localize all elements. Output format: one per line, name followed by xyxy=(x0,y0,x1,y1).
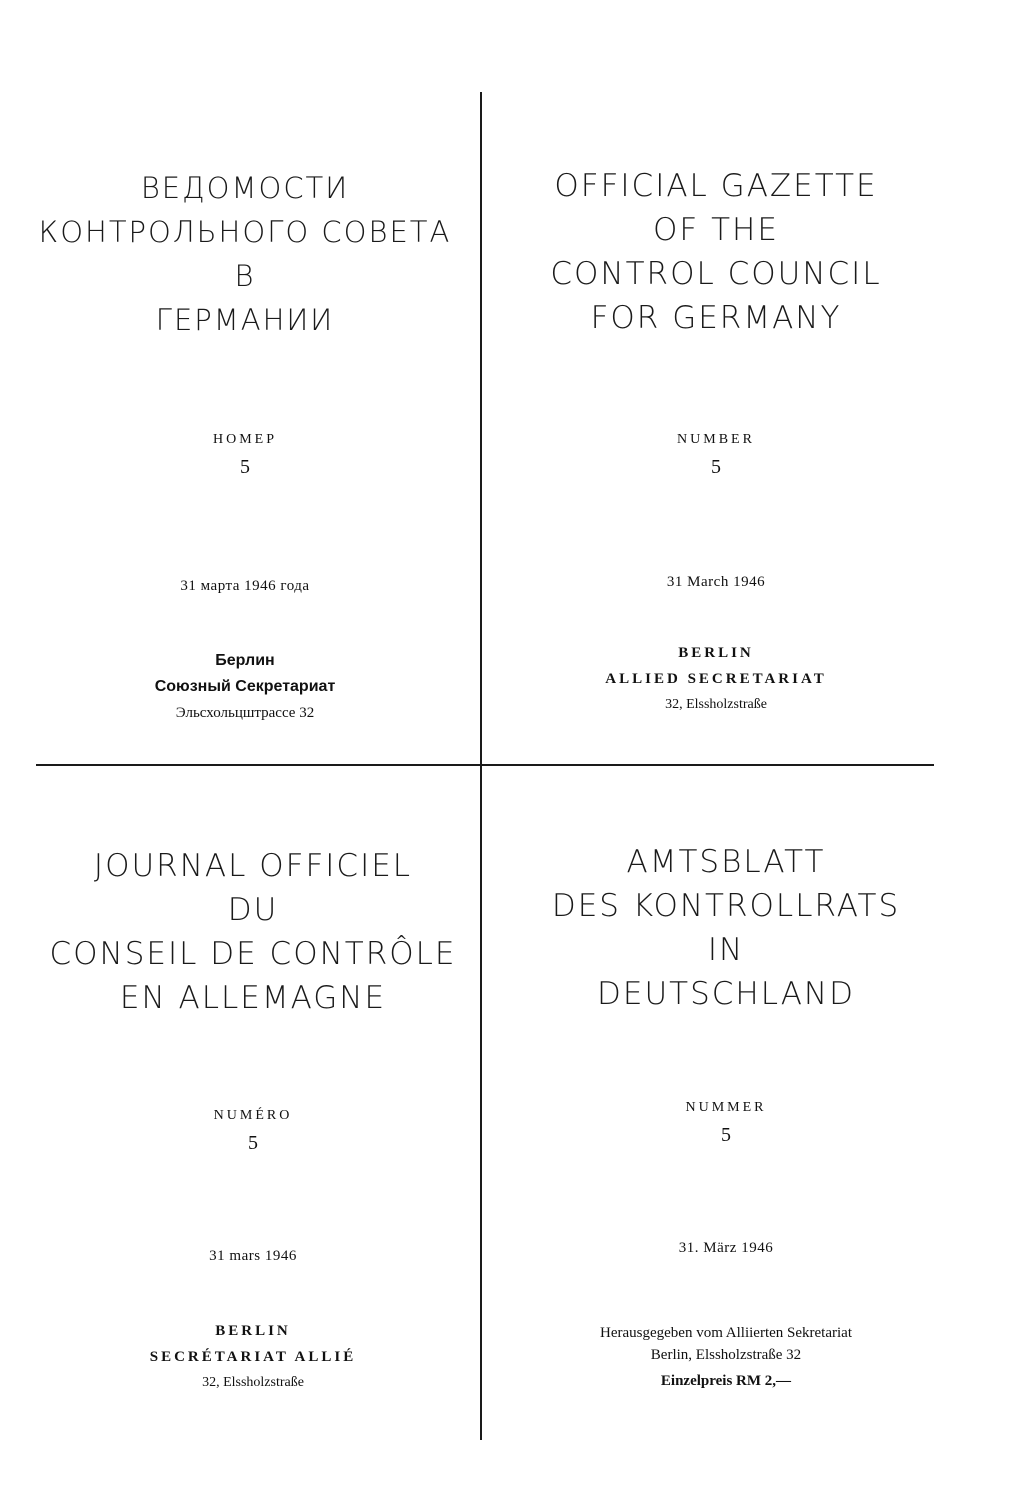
publisher-address: 32, Elssholzstraße xyxy=(665,697,767,712)
title-line: FOR GERMANY xyxy=(590,300,842,336)
publisher-name: ALLIED SECRETARIAT xyxy=(605,671,827,687)
issue-date: 31. März 1946 xyxy=(678,1240,774,1256)
horizontal-divider xyxy=(36,764,934,766)
title-line: КОНТРОЛЬНОГО СОВЕТА xyxy=(38,215,452,249)
masthead-title xyxy=(28,844,478,1020)
issue-date: 31 марта 1946 года xyxy=(180,578,310,594)
vertical-divider xyxy=(480,92,482,1440)
number-value: 5 xyxy=(721,1124,731,1146)
title-line: AMTSBLATT xyxy=(626,844,826,880)
number-label: НОМЕР xyxy=(212,432,277,447)
quadrant-english xyxy=(492,164,940,744)
title-line: IN xyxy=(707,932,745,968)
title-line: JOURNAL OFFICIEL xyxy=(93,848,413,884)
title-line: CONSEIL DE CONTRÔLE xyxy=(49,936,457,972)
masthead-title xyxy=(492,164,940,340)
number-value: 5 xyxy=(240,456,250,478)
number-label: NUMÉRO xyxy=(213,1108,293,1123)
quadrant-german xyxy=(506,840,946,1400)
publisher-city: Берлин xyxy=(215,652,275,669)
title-line: ВЕДОМОСТИ xyxy=(140,171,350,205)
title-line: EN ALLEMAGNE xyxy=(119,980,387,1016)
masthead-title xyxy=(20,166,470,342)
publisher-name: Союзный Секретариат xyxy=(154,678,336,695)
issue-date: 31 mars 1946 xyxy=(209,1248,297,1264)
title-line: ГЕРМАНИИ xyxy=(155,303,335,337)
publisher-city: BERLIN xyxy=(215,1323,291,1339)
publisher-city: BERLIN xyxy=(678,645,754,661)
number-value: 5 xyxy=(248,1132,258,1154)
title-line: DU xyxy=(227,892,279,928)
title-line: DES KONTROLLRATS xyxy=(551,888,901,924)
title-line: OFFICIAL GAZETTE xyxy=(554,168,878,204)
publisher-address: 32, Elssholzstraße xyxy=(202,1375,304,1390)
number-label: NUMMER xyxy=(685,1100,767,1115)
masthead-title xyxy=(506,840,946,1016)
number-label: NUMBER xyxy=(677,432,755,447)
number-value: 5 xyxy=(711,456,721,478)
publisher-address: Эльсхольцштрассе 32 xyxy=(175,705,315,721)
title-line: OF THE xyxy=(653,212,779,248)
quadrant-french xyxy=(28,844,478,1404)
publisher-address: Berlin, Elssholzstraße 32 xyxy=(650,1347,802,1363)
title-line: DEUTSCHLAND xyxy=(597,976,855,1012)
publisher-name: SECRÉTARIAT ALLIÉ xyxy=(149,1349,357,1365)
issue-date: 31 March 1946 xyxy=(666,574,766,590)
quadrant-russian xyxy=(20,166,470,746)
title-line: В xyxy=(234,259,256,293)
publisher-line: Herausgegeben vom Alliierten Sekretariat xyxy=(600,1325,852,1341)
title-line: CONTROL COUNCIL xyxy=(550,256,882,292)
price: Einzelpreis RM 2,— xyxy=(660,1373,792,1389)
